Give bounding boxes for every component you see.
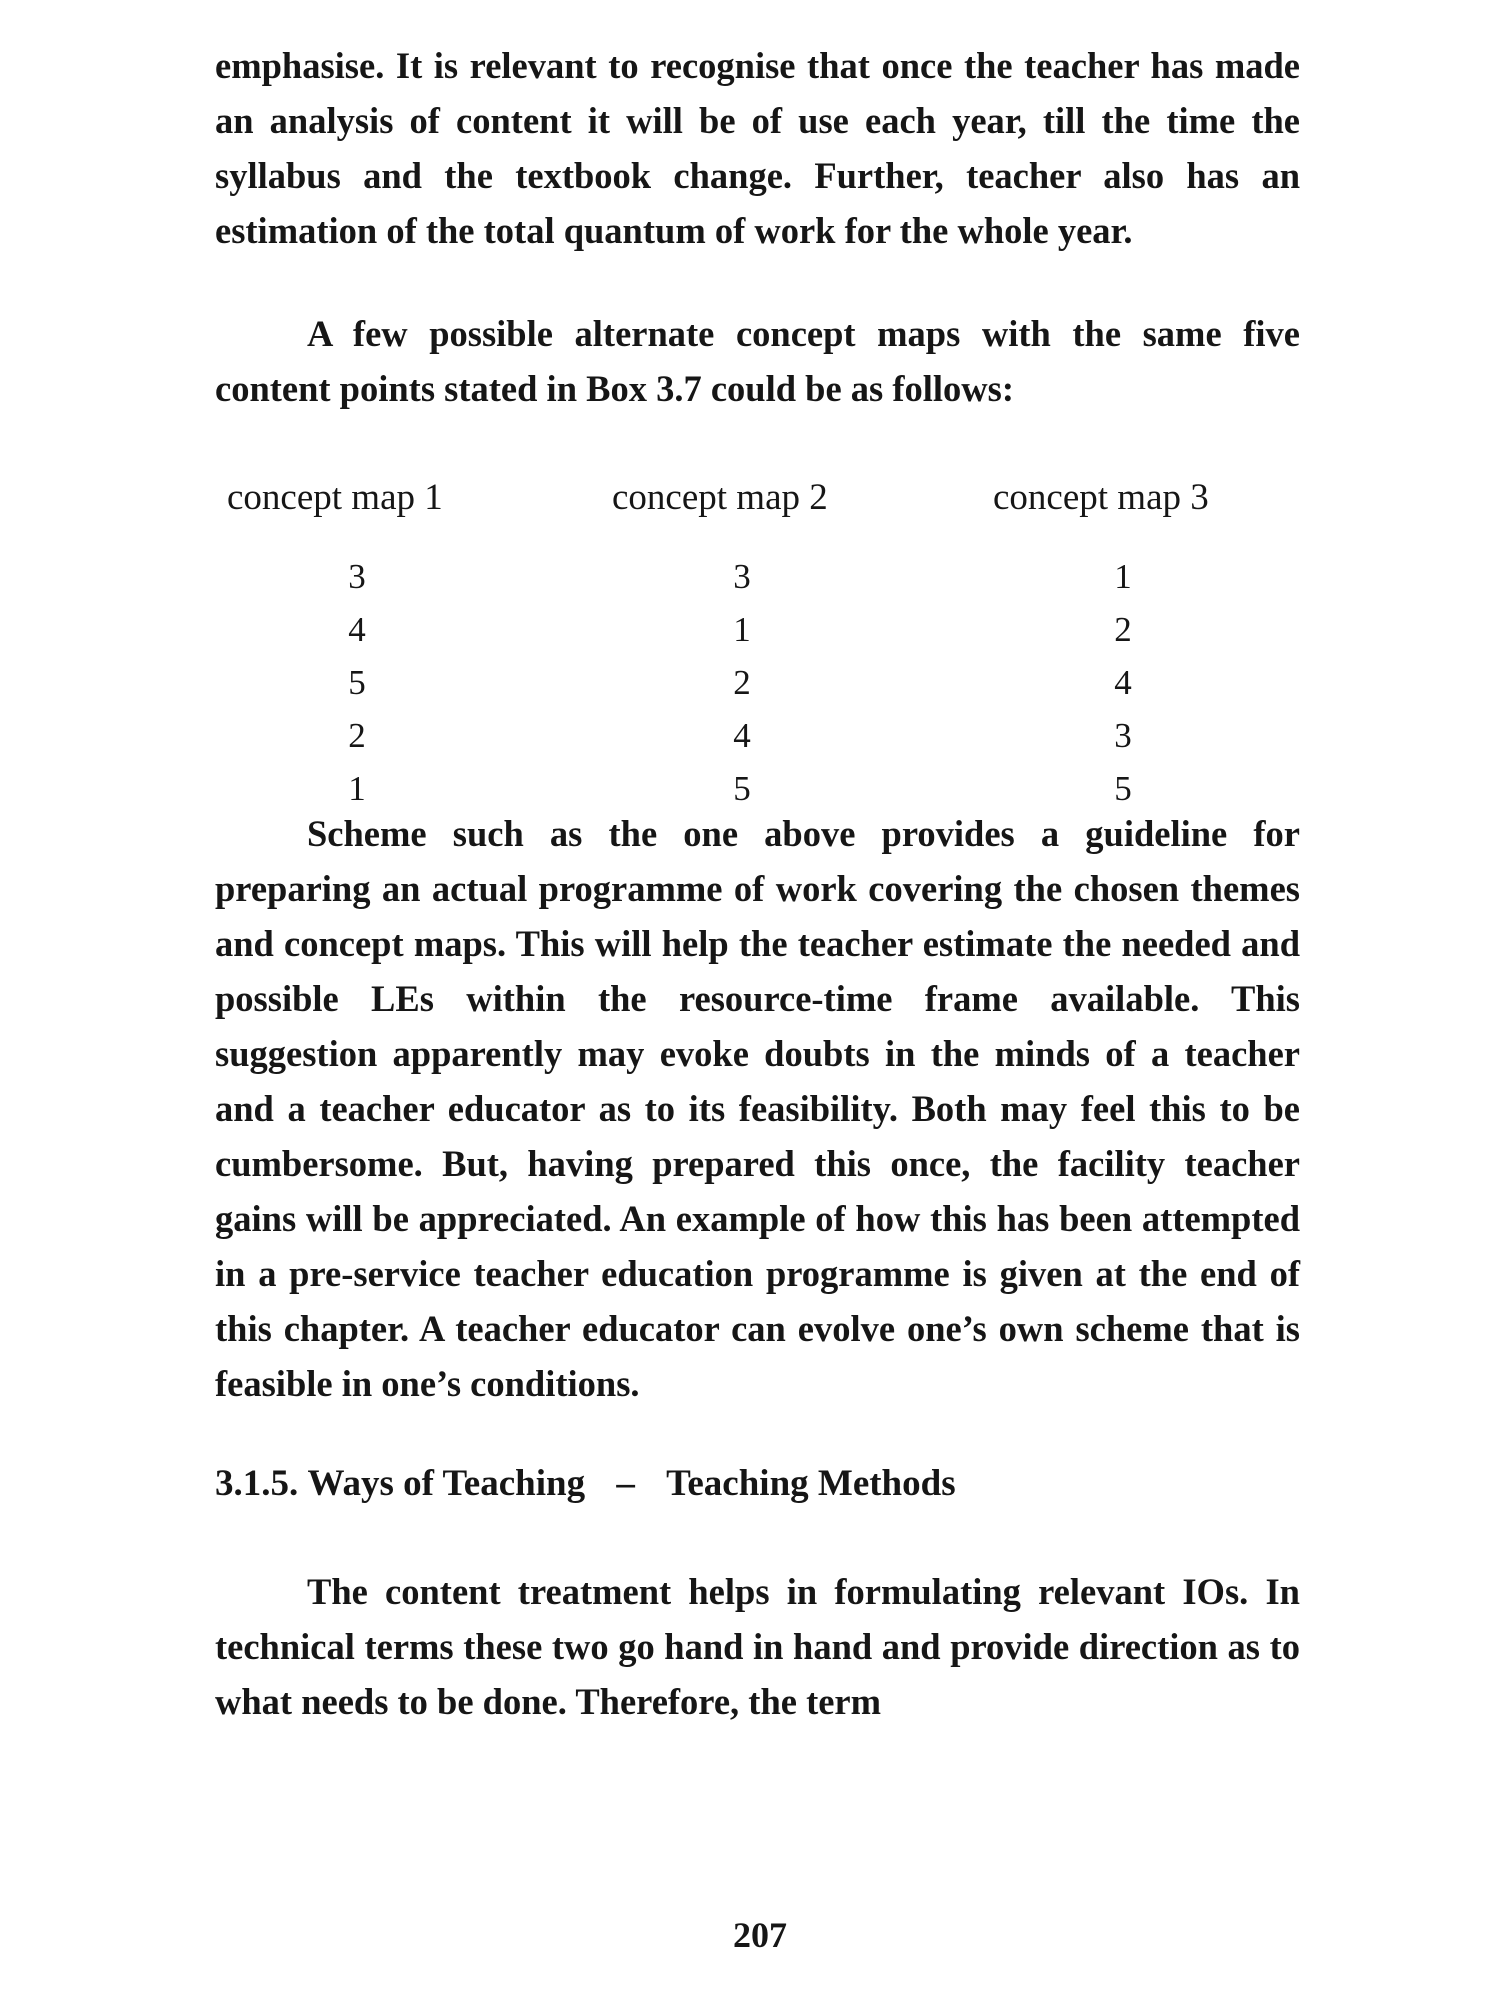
paragraph-concept-maps-intro: A few possible alternate concept maps with the same five content points stated in Box 3.7 could be as follows:	[215, 313, 1300, 409]
concept-map-3-value: 3	[1114, 716, 1132, 755]
concept-map-2-value: 4	[733, 716, 751, 755]
concept-map-1-values	[227, 550, 487, 815]
concept-map-2-values	[612, 550, 872, 815]
section-separator: –	[616, 1463, 635, 1504]
concept-map-2-value: 1	[733, 610, 751, 649]
paragraph-scheme: Scheme such as the one above provides a guideline for preparing an actual programme of work covering the chosen themes and concept maps. This will help the teacher estimate the needed and possible LEs within the resource-time frame available. This suggestion apparently may evoke doubts in the minds of a teacher and a teacher educator as to its feasibility. Both may feel this to be cumbersome. But, having prepared this once, the facility teacher gains will be appreciated. An example of how this has been attempted in a pre-service teacher education programme is given at the end of this chapter. A teacher educator can evolve one’s own scheme that is feasible in one’s conditions.	[215, 813, 1300, 1404]
section-title: Ways of Teaching	[307, 1463, 586, 1504]
concept-map-1-value: 5	[348, 663, 366, 702]
paragraph-intro: emphasise. It is relevant to recognise that once the teacher has made an analysis of content it will be of use each year, till the time the syllabus and the textbook change. Further, teacher also has an estimation of the total quantum of work for the whole year.	[215, 45, 1300, 251]
section-heading	[215, 1459, 1300, 1509]
page-body	[215, 38, 1300, 1729]
concept-map-1-column	[227, 476, 527, 815]
concept-map-1-value: 4	[348, 610, 366, 649]
concept-map-3-title: concept map 3	[993, 477, 1209, 518]
concept-map-3-values	[993, 550, 1253, 815]
concept-map-3-value: 2	[1114, 610, 1132, 649]
concept-map-3-value: 5	[1114, 769, 1132, 808]
concept-map-1-value: 1	[348, 769, 366, 808]
concept-map-1-value: 2	[348, 716, 366, 755]
section-subtitle: Teaching Methods	[666, 1463, 956, 1504]
page-number: 207	[733, 1915, 787, 1955]
concept-map-2-value: 3	[733, 557, 751, 596]
concept-map-3-value: 1	[1114, 557, 1132, 596]
concept-maps-table	[215, 476, 1300, 806]
concept-map-2-title: concept map 2	[612, 477, 828, 518]
concept-map-1-title: concept map 1	[227, 477, 443, 518]
section-number: 3.1.5.	[215, 1463, 299, 1504]
paragraph-content-treatment: The content treatment helps in formulating relevant IOs. In technical terms these two go hand in hand and provide direction as to what needs to be done. Therefore, the term	[215, 1571, 1300, 1722]
concept-map-2-value: 5	[733, 769, 751, 808]
concept-map-2-value: 2	[733, 663, 751, 702]
concept-map-1-value: 3	[348, 557, 366, 596]
concept-map-3-value: 4	[1114, 663, 1132, 702]
concept-map-2-column	[612, 476, 912, 815]
concept-map-3-column	[993, 476, 1293, 815]
